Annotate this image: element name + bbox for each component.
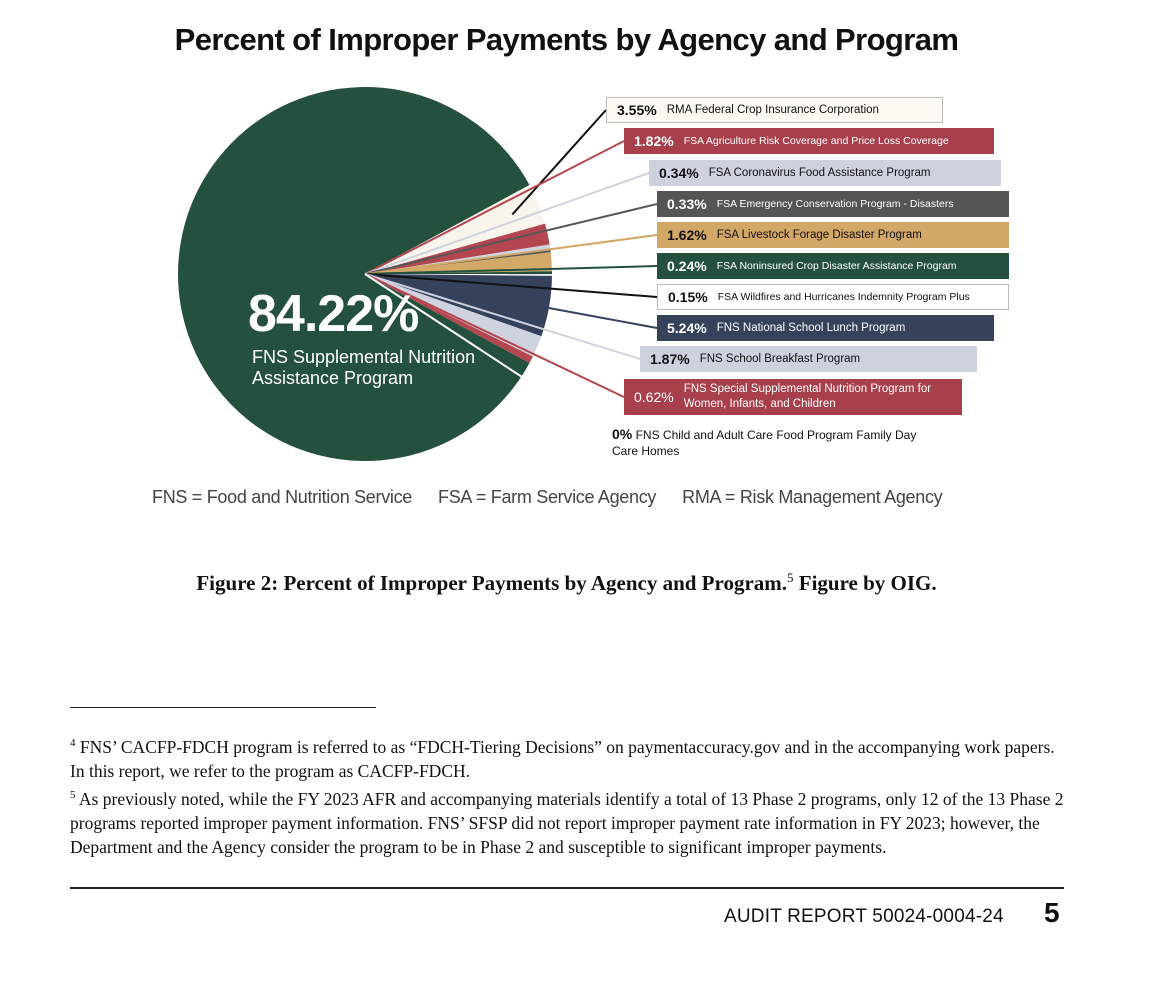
page-number: 5 xyxy=(1044,897,1060,928)
label-box-fsa-nap: 0.24% FSA Noninsured Crop Disaster Assistance Program xyxy=(657,253,1009,279)
leader-line-1 xyxy=(512,110,606,214)
figure-caption: Figure 2: Percent of Improper Payments by Agency and Program.$^5$ Figure by OIG. xyxy=(196,570,937,595)
label-box-fns-nslp: 5.24% FNS National School Lunch Program xyxy=(657,315,994,341)
footnotes xyxy=(70,731,1070,859)
legend-fsa: FSA = Farm Service Agency xyxy=(438,487,657,507)
main-slice-percent: 84.22% xyxy=(248,285,419,343)
footnote-divider xyxy=(70,707,376,708)
chart-title: Percent of Improper Payments by Agency and Program xyxy=(174,22,959,57)
report-id: AUDIT REPORT 50024-0004-24 xyxy=(724,906,1004,927)
label-box-fns-sbp: 1.87% FNS School Breakfast Program xyxy=(640,346,977,372)
label-box-fsa-cfap: 0.34% FSA Coronavirus Food Assistance Program xyxy=(649,160,1001,186)
abbreviation-legend xyxy=(152,487,942,508)
main-slice-name: FNS Supplemental Nutrition Assistance Program xyxy=(252,347,476,388)
legend-rma: RMA = Risk Management Agency xyxy=(682,487,943,507)
legend-fns: FNS = Food and Nutrition Service xyxy=(152,487,413,507)
label-box-rma-fcic: 3.55% RMA Federal Crop Insurance Corporation xyxy=(606,97,943,123)
footnote-4: $^4$ FNS’ CACFP-FDCH program is referred to as “FDCH-Tiering Decisions” on paymentaccuracy.gov and in the accompanying work papers. In this report, we refer to the program as CACFP-FDCH. xyxy=(70,736,1055,781)
label-box-fns-wic: 0.62% FNS Special Supplemental Nutrition Program for Women, Infants, and Children xyxy=(624,379,962,415)
label-fns-cacfp-fdch: 0% FNS Child and Adult Care Food Program Family Day Care Homes xyxy=(612,426,917,458)
footnote-5: $^5$ As previously noted, while the FY 2023 AFR and accompanying materials identify a total of 13 Phase 2 programs, only 12 of the 13 Phase 2 programs reported improper payment information. FNS’ SFSP did not report improper payment rate information in FY 2023; however, the Department and the Agency consider the program to be in Phase 2 and susceptible to significant improper payments. xyxy=(70,788,1064,857)
label-box-fsa-arc-plc: 1.82% FSA Agriculture Risk Coverage and Price Loss Coverage xyxy=(624,128,994,154)
footer-divider xyxy=(70,887,1064,889)
label-box-fsa-whip: 0.15% FSA Wildfires and Hurricanes Indemnity Program Plus xyxy=(657,284,1009,310)
label-box-fsa-ecp: 0.33% FSA Emergency Conservation Program - Disasters xyxy=(657,191,1009,217)
label-box-fsa-lfp: 1.62% FSA Livestock Forage Disaster Program xyxy=(657,222,1009,248)
